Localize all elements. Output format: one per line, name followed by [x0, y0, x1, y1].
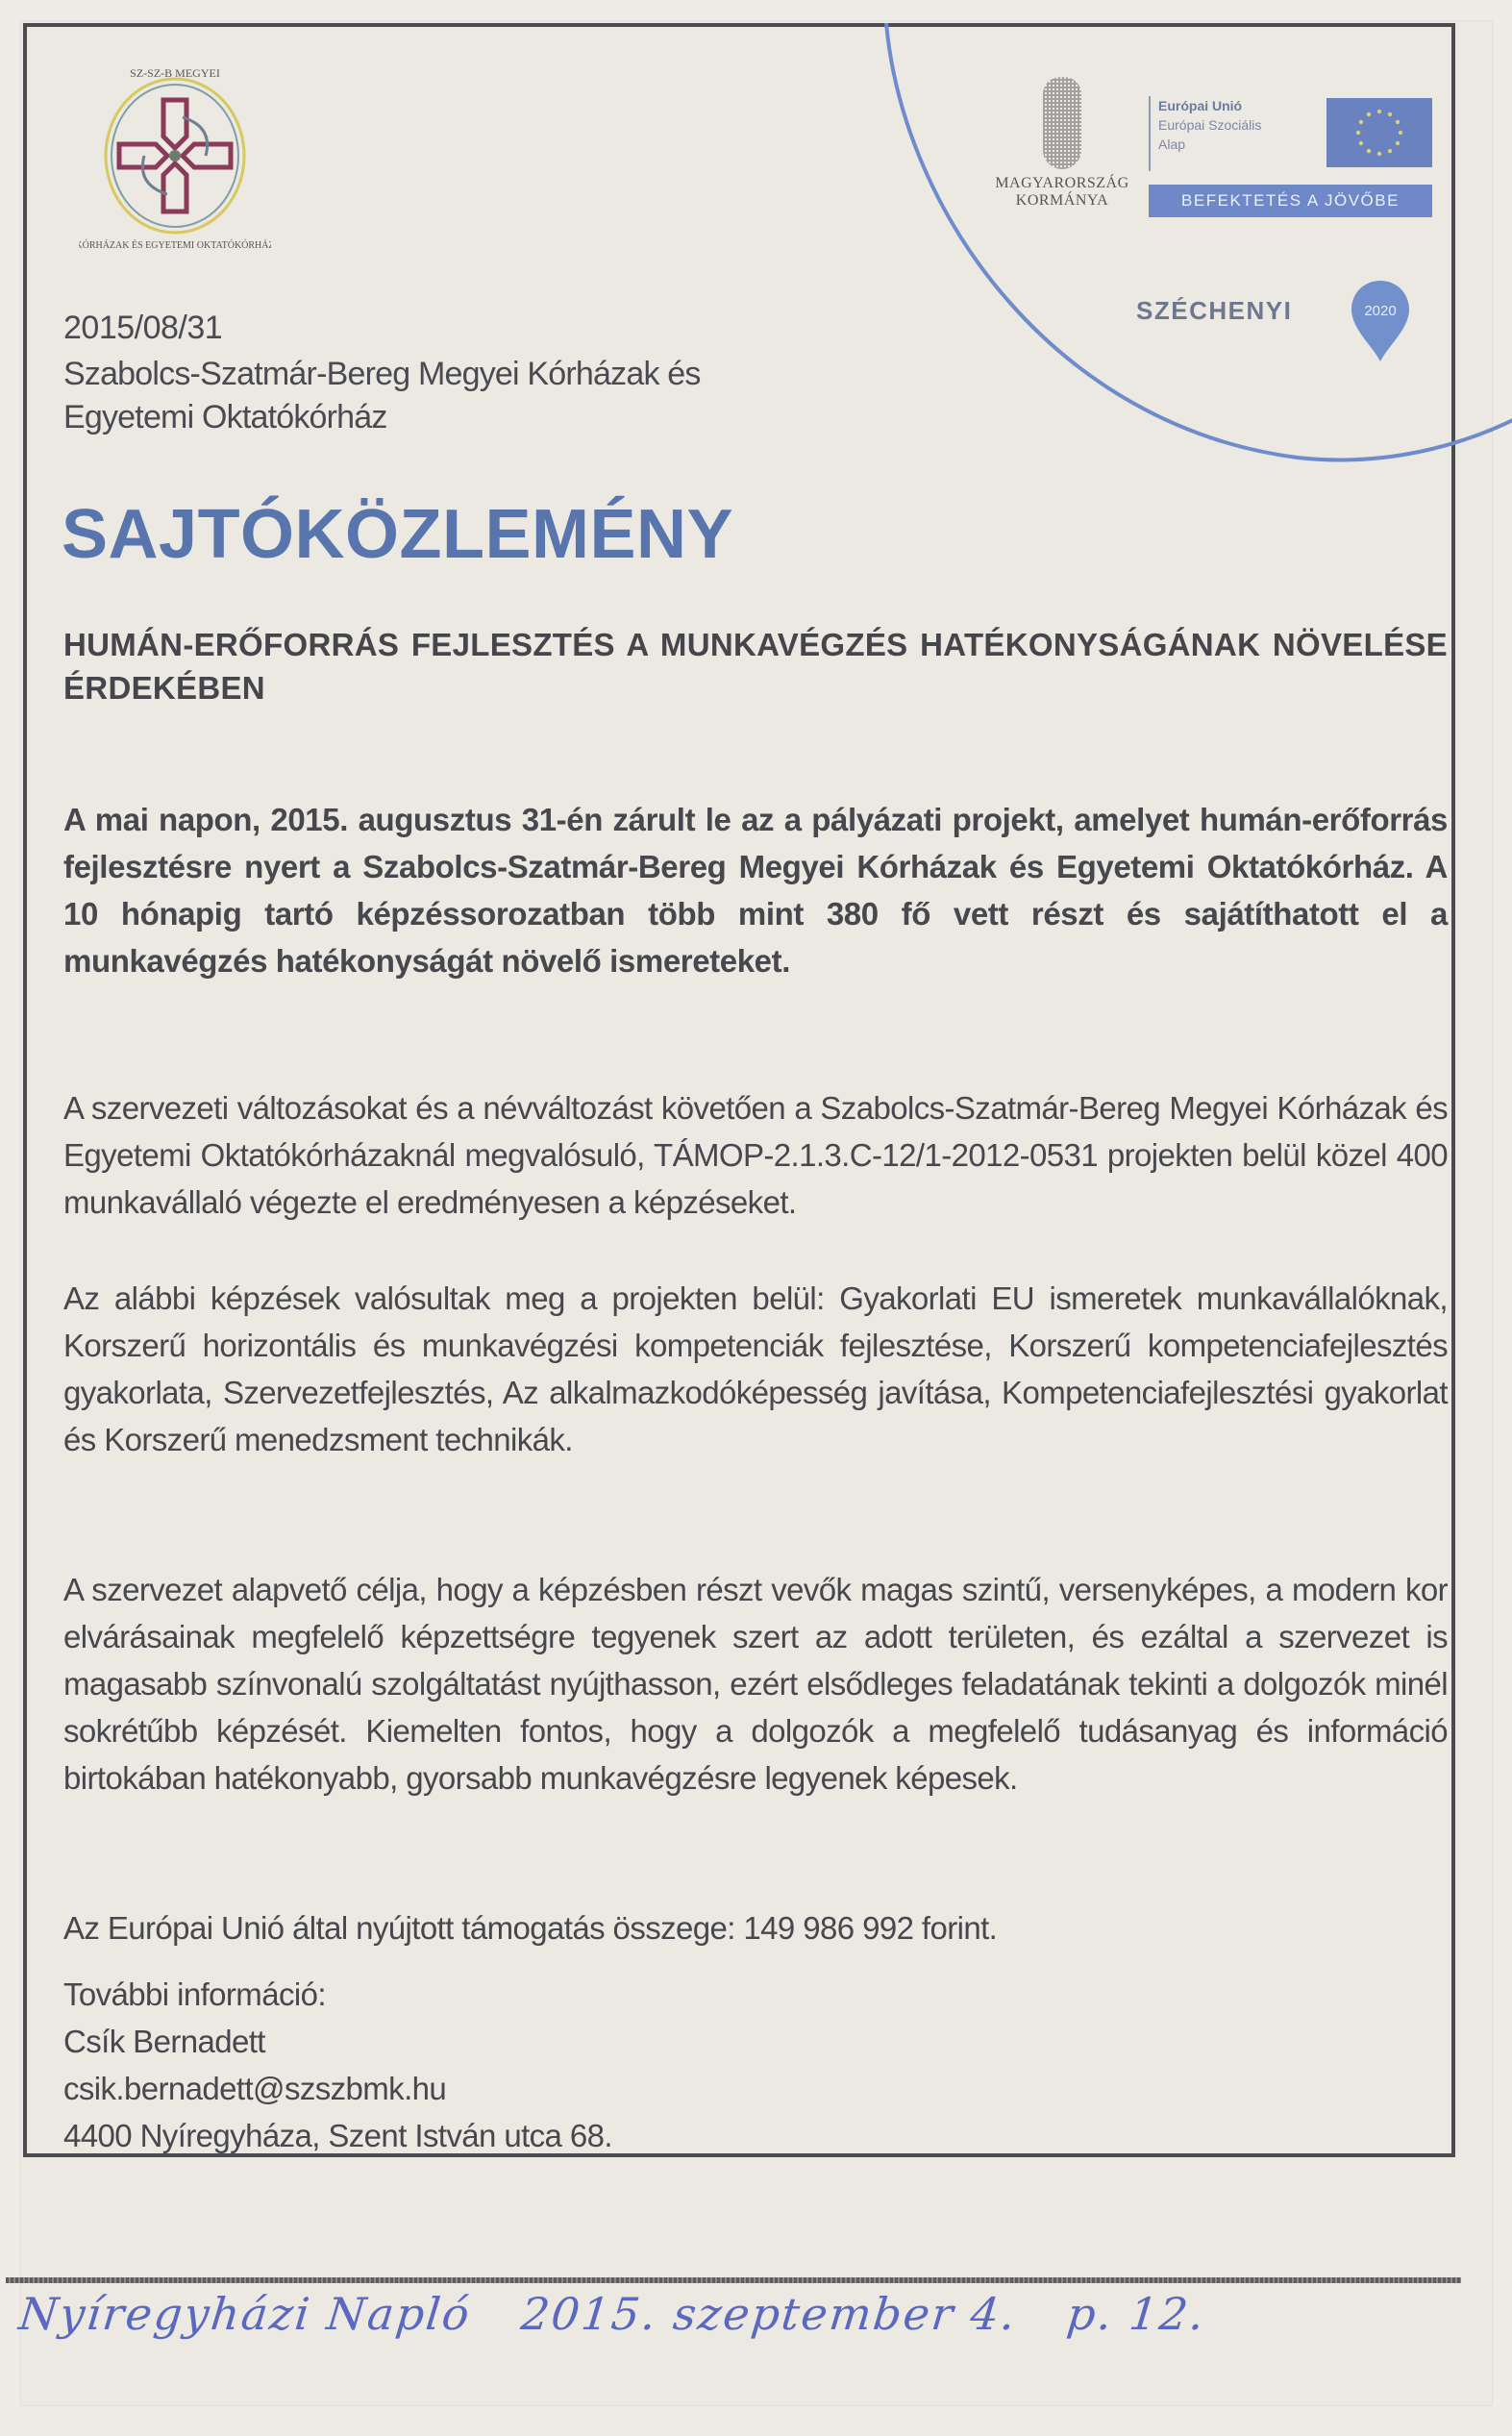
- paragraph-trainings: Az alábbi képzések valósultak meg a projekten belül: Gyakorlati EU ismeretek munkavállalóknak, Korszerű horizontális és munkavégzési kompetenciák fejlesztése, Korszerű kompetenciafejlesztés gyakorlata, Szervezetfejlesztés, Az alkalmazkodóképesség javítása, Kompetenciafejlesztési gyakorlat és Korszerű menedzsment technikák.: [63, 1280, 1448, 1457]
- contact-name: Csík Bernadett: [63, 2024, 265, 2059]
- eu-star-icon: [1388, 149, 1392, 153]
- eu-star-icon: [1356, 131, 1360, 135]
- eu-line2: Európai Szociális: [1158, 117, 1262, 133]
- map-pin-icon: [1350, 279, 1411, 363]
- eu-fund-text: [1149, 96, 1261, 171]
- szechenyi-2020-logo: [1136, 279, 1444, 365]
- paragraph-goals: A szervezet alapvető célja, hogy a képzésben részt vevők magas szintű, versenyképes, a modern kor elvárásainak megfelelő képzettségre tegyenek szert az adott területen, és ezáltal a szervezet is magasabb színvonalú szolgáltatást nyújthasson, ezért elsődleges feladatának tekinti a dolgozók minél sokrétűbb képzését. Kiemelten fontos, hogy a dolgozók a megfelelő tudásanyag és információ birtokában hatékonyabb, gyorsabb munkavégzésre legyenek képesek.: [63, 1572, 1448, 1796]
- organization-name-line1: Szabolcs-Szatmár-Bereg Megyei Kórházak és: [63, 356, 701, 392]
- release-date: 2015/08/31: [63, 310, 223, 346]
- page-title: SAJTÓKÖZLEMÉNY: [62, 496, 734, 573]
- hungarian-government-logo: [990, 77, 1134, 210]
- eu-star-icon: [1367, 149, 1371, 153]
- organization-name-line2: Egyetemi Oktatókórház: [63, 399, 387, 435]
- eu-star-icon: [1399, 131, 1402, 135]
- contact-address: 4400 Nyíregyháza, Szent István utca 68.: [63, 2118, 612, 2153]
- paragraph-funding: Az Európai Unió által nyújtott támogatás összege: 149 986 992 forint.: [63, 1910, 998, 1946]
- note-source: Nyíregyházi Napló: [16, 2288, 474, 2340]
- eu-star-icon: [1377, 110, 1381, 113]
- government-name-line1: MAGYARORSZÁG: [995, 175, 1129, 191]
- eu-flag-icon: [1326, 98, 1432, 167]
- eu-slogan-banner: BEFEKTETÉS A JÖVŐBE: [1149, 185, 1432, 217]
- eu-star-icon: [1367, 112, 1371, 116]
- paragraph-project: A szervezeti változásokat és a névváltozást követően a Szabolcs-Szatmár-Bereg Megyei Kórházak és Egyetemi Oktatókórházaknál megvalósuló, TÁMOP-2.1.3.C-12/1-2012-0531 projekten belül közel 400 munkavállaló végezte el eredményesen a képzéseket.: [63, 1090, 1448, 1220]
- subheading: HUMÁN-ERŐFORRÁS FEJLESZTÉS A MUNKAVÉGZÉS HATÉKONYSÁGÁNAK NÖVELÉSE ÉRDEKÉBEN: [63, 627, 1448, 706]
- coat-of-arms-icon: [1043, 77, 1081, 169]
- hospital-seal-logo: [79, 60, 271, 252]
- seal-bottom-text: KÓRHÁZAK ÉS EGYETEMI OKTATÓKÓRHÁZ: [79, 240, 271, 251]
- szechenyi-label: SZÉCHENYI: [1136, 296, 1293, 325]
- eu-star-icon: [1396, 141, 1400, 145]
- government-name-line2: KORMÁNYA: [1015, 192, 1109, 209]
- eu-star-icon: [1359, 120, 1363, 124]
- eu-line1: Európai Unió: [1158, 98, 1243, 113]
- organization-name: [63, 353, 701, 439]
- lead-paragraph: A mai napon, 2015. augusztus 31-én zárult le az a pályázati projekt, amelyet humán-erőforrás fejlesztésre nyert a Szabolcs-Szatmár-Bereg Megyei Kórházak és Egyetemi Oktatókórház. A 10 hónapig tartó képzéssorozatban több mint 380 fő vett részt és sajátíthatott el a munkavégzés hatékonyságát növelő ismereteket.: [63, 802, 1448, 979]
- handwritten-source-note: [16, 2288, 1243, 2340]
- eu-star-icon: [1377, 152, 1381, 156]
- note-date: 2015. szeptember 4.: [518, 2288, 1020, 2340]
- note-page: p. 12.: [1064, 2288, 1209, 2340]
- seal-top-text: SZ-SZ-B MEGYEI: [130, 66, 220, 80]
- contact-block: [63, 1971, 612, 2159]
- contact-heading: További információ:: [63, 1976, 326, 2012]
- szechenyi-year: 2020: [1364, 303, 1397, 319]
- eu-star-icon: [1388, 112, 1392, 116]
- newspaper-divider: [6, 2277, 1461, 2283]
- eu-line3: Alap: [1158, 137, 1186, 152]
- contact-email[interactable]: csik.bernadett@szszbmk.hu: [63, 2071, 447, 2106]
- eu-star-icon: [1359, 141, 1363, 145]
- eu-star-icon: [1396, 120, 1400, 124]
